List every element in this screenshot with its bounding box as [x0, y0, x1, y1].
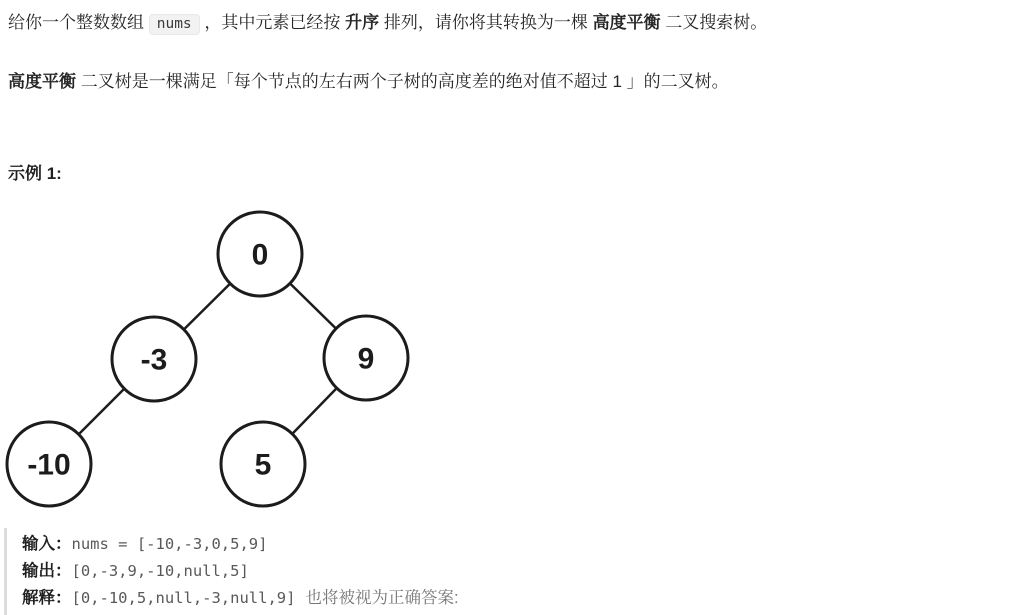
statement-text: 二叉树是一棵满足「每个节点的左右两个子树的高度差的绝对值不超过 1 」的二叉树。	[76, 72, 729, 91]
input-value: nums = [-10,-3,0,5,9]	[71, 535, 268, 553]
statement-text: ，其中元素已经按	[199, 13, 346, 32]
tree-node-label: 5	[254, 448, 272, 482]
statement-text: 排列，请你将其转换为一棵	[379, 13, 593, 32]
explanation-note: 也将被视为正确答案:	[305, 589, 459, 607]
statement-text: 二叉搜索树。	[660, 13, 768, 32]
bold-term-ascending: 升序	[345, 13, 380, 32]
output-label: 输出：	[22, 562, 72, 580]
inline-code-nums: nums	[149, 14, 200, 35]
example-explanation-line	[22, 585, 1008, 612]
example-heading: 示例 1:	[8, 164, 62, 183]
statement-text: 给你一个整数数组	[8, 13, 149, 32]
tree-node-label: -3	[140, 343, 168, 377]
problem-statement-line2	[8, 69, 1008, 94]
bst-diagram	[0, 202, 420, 514]
bold-term-height-balanced: 高度平衡	[592, 13, 661, 32]
explanation-label: 解释：	[22, 589, 72, 607]
problem-statement-line1	[8, 10, 1008, 37]
example-block	[4, 528, 1008, 615]
tree-node-label: 9	[357, 342, 375, 376]
tree-node-label: -10	[27, 448, 71, 482]
tree-node-label: 0	[251, 238, 269, 272]
bold-term-height-balanced: 高度平衡	[8, 72, 76, 91]
example-output-line	[22, 558, 1008, 585]
input-label: 输入：	[22, 535, 72, 553]
example-input-line	[22, 531, 1008, 558]
explanation-value: [0,-10,5,null,-3,null,9]	[71, 589, 296, 607]
output-value: [0,-3,9,-10,null,5]	[71, 562, 249, 580]
